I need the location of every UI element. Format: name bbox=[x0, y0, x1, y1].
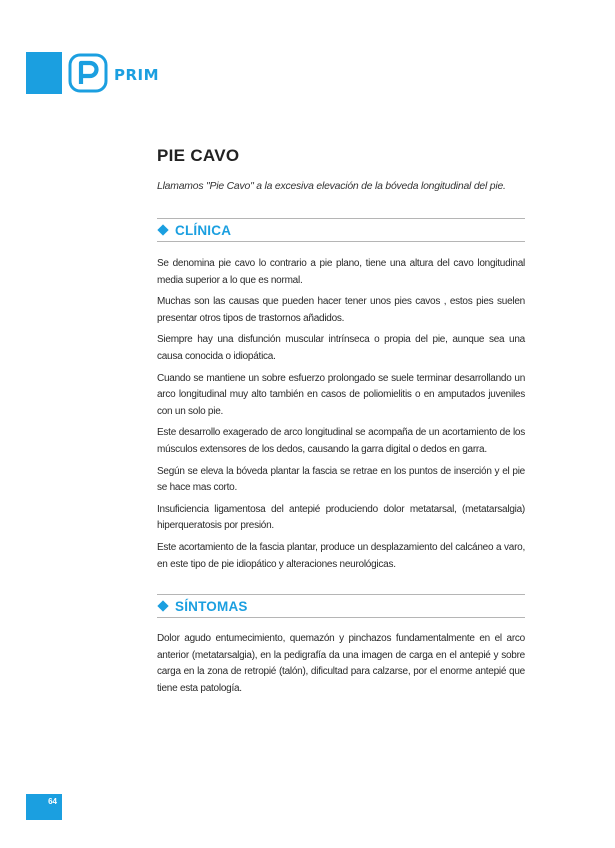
paragraph: Este desarrollo exagerado de arco longitudinal se acompaña de un acortamiento de los músculos extensores de los dedos, causando la garra digital o dedos en garra. bbox=[157, 427, 525, 455]
diamond-bullet-icon bbox=[157, 600, 168, 611]
section-clinica-header bbox=[157, 218, 525, 242]
paragraph: Cuando se mantiene un sobre esfuerzo prolongado se suele terminar desarrollando un arco longitudinal muy alto también en casos de poliomielitis o en amputados juveniles con un solo pie. bbox=[157, 372, 525, 417]
intro-text: Llamamos "Pie Cavo" a la excesiva elevación de la bóveda longitudinal del pie. bbox=[157, 181, 506, 192]
paragraph: Siempre hay una disfunción muscular intrínseca o propia del pie, aunque sea una causa conocida o idiopática. bbox=[157, 334, 525, 362]
page-number: 64 bbox=[48, 797, 57, 806]
section-divider bbox=[157, 241, 525, 242]
page-title: PIE CAVO bbox=[157, 146, 240, 165]
paragraph: Se denomina pie cavo lo contrario a pie plano, tiene una altura del cavo longitudinal media superior a lo que es normal. bbox=[157, 258, 525, 286]
section-sintomas-header bbox=[157, 594, 525, 618]
brand-name: PRIM bbox=[114, 66, 160, 84]
paragraph: Muchas son las causas que pueden hacer tener unos pies cavos , estos pies suelen presentar otros tipos de trastornos añadidos. bbox=[157, 296, 525, 324]
paragraph: Insuficiencia ligamentosa del antepié produciendo dolor metatarsal, (metatarsalgia) hiperqueratosis por presión. bbox=[157, 503, 525, 532]
page-number-box bbox=[26, 794, 62, 820]
prim-logo-icon bbox=[68, 53, 108, 93]
diamond-bullet-icon bbox=[157, 224, 168, 235]
section-heading: CLÍNICA bbox=[175, 222, 232, 238]
sintomas-body bbox=[157, 631, 525, 702]
clinica-body bbox=[157, 256, 525, 578]
paragraph: Dolor agudo entumecimiento, quemazón y pinchazos fundamentalmente en el arco anterior (metatarsalgia), en la pedigrafía da una imagen de carga en el antepié y sobre carga en la zona de retropié (talón), dificultad para calzarse, por el enorme antepié que tiene esta patología. bbox=[157, 633, 525, 694]
section-heading: SÍNTOMAS bbox=[175, 598, 248, 614]
section-divider bbox=[157, 617, 525, 618]
paragraph: Este acortamiento de la fascia plantar, produce un desplazamiento del calcáneo a varo, en este tipo de pie idiopático y alteraciones neurológicas. bbox=[157, 541, 525, 570]
paragraph: Según se eleva la bóveda plantar la fascia se retrae en los puntos de inserción y el pie se hace mas corto. bbox=[157, 465, 525, 494]
header-blue-square bbox=[26, 52, 62, 94]
